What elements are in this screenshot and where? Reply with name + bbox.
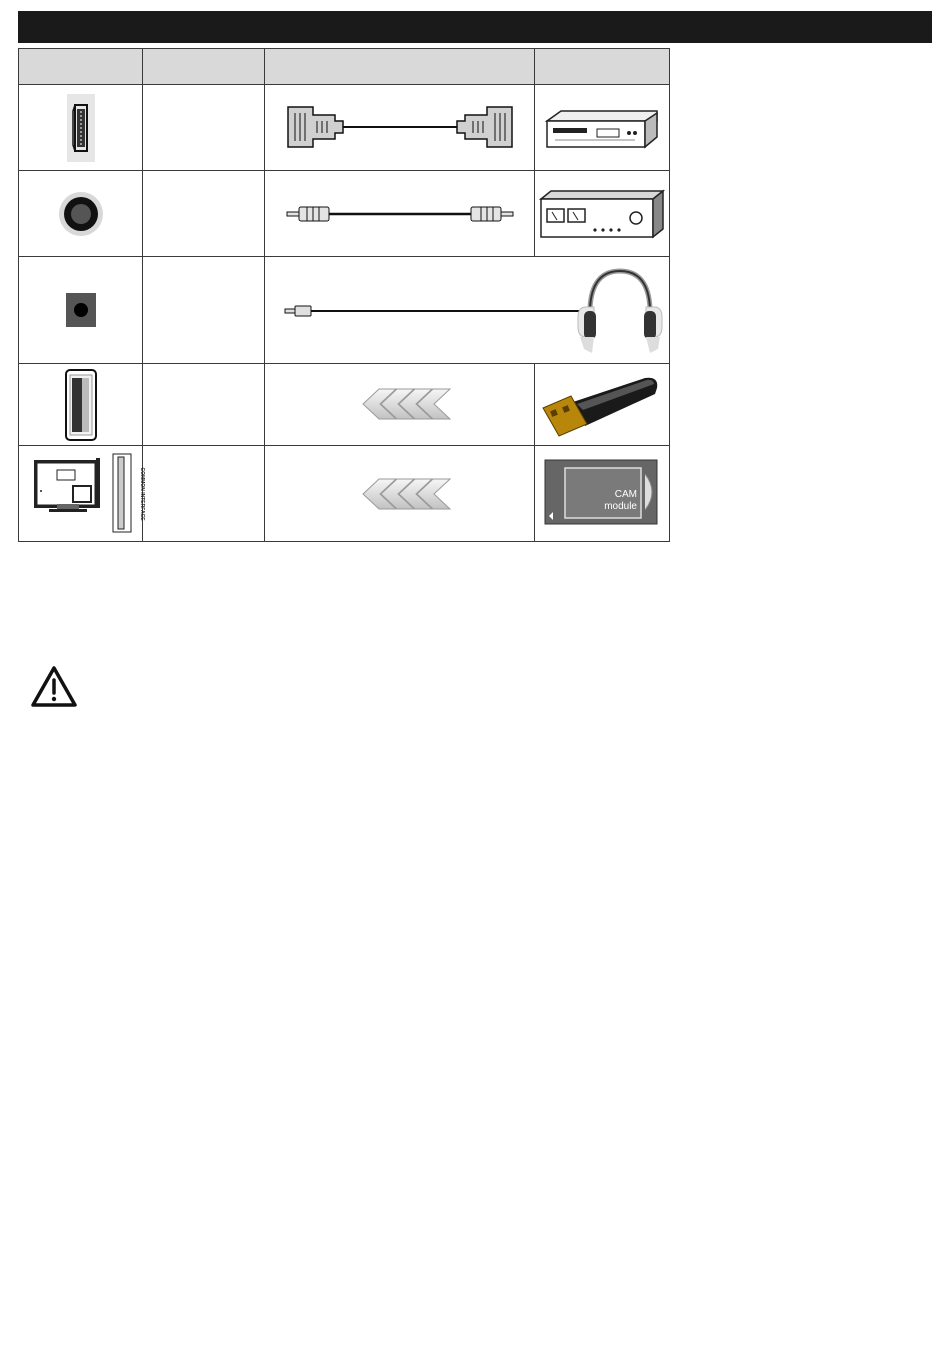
ci-slot-label: COMMON INTERFACE [139, 467, 145, 521]
device-cell [535, 171, 670, 257]
coaxial-audio-cable-icon [265, 171, 535, 257]
table-row [19, 257, 670, 364]
common-interface-slot-icon [19, 446, 143, 542]
table-row [19, 171, 670, 257]
device-cell [535, 85, 670, 171]
device-cell [535, 446, 670, 542]
table-header-row [19, 49, 670, 85]
connection-table [18, 48, 670, 542]
table-row [19, 85, 670, 171]
type-cell [143, 257, 265, 364]
dvd-recorder-icon [535, 85, 670, 171]
type-cell [143, 446, 265, 542]
insert-arrows-icon [265, 364, 535, 446]
warning-triangle-icon [30, 664, 78, 710]
hdmi-port-icon [19, 85, 143, 171]
cable-cell [265, 257, 670, 364]
coaxial-audio-port-icon [19, 171, 143, 257]
table-row [19, 446, 670, 542]
audio-amplifier-icon [535, 171, 670, 257]
cable-cell [265, 446, 535, 542]
type-cell [143, 85, 265, 171]
header-device [535, 49, 670, 85]
port-cell [19, 171, 143, 257]
header-connector [19, 49, 143, 85]
port-cell [19, 446, 143, 542]
cable-cell [265, 364, 535, 446]
port-cell [19, 85, 143, 171]
cable-cell [265, 171, 535, 257]
usb-flash-drive-icon [535, 364, 670, 446]
cam-label-1: CAM [614, 489, 637, 500]
header-cables [265, 49, 535, 85]
headphones-icon [570, 257, 670, 364]
port-cell [19, 257, 143, 364]
cable-cell [265, 85, 535, 171]
header-type [143, 49, 265, 85]
usb-port-icon [19, 364, 143, 446]
type-cell [143, 364, 265, 446]
headphone-jack-icon [19, 257, 143, 364]
insert-arrows-icon [265, 446, 535, 542]
port-cell [19, 364, 143, 446]
table-row [19, 364, 670, 446]
device-cell [535, 364, 670, 446]
type-cell [143, 171, 265, 257]
cam-label-2: module [604, 501, 637, 512]
header-bar [18, 11, 932, 43]
hdmi-cable-icon [265, 85, 535, 171]
